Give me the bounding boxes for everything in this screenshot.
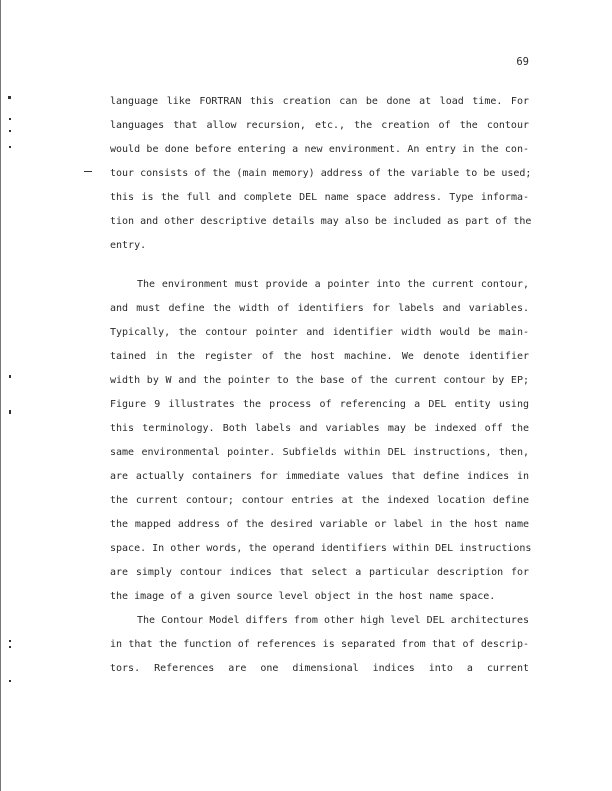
- text-line: are actually containers for immediate values that define indices in: [110, 471, 529, 482]
- margin-mark: [9, 646, 11, 648]
- body-text: [110, 90, 532, 681]
- margin-mark: [9, 375, 11, 378]
- margin-mark: [9, 680, 11, 682]
- text-line: in that the function of references is separated from that of descrip-: [110, 639, 529, 650]
- margin-mark: [9, 146, 11, 148]
- text-line: Figure 9 illustrates the process of referencing a DEL entity using: [110, 399, 529, 410]
- margin-mark: [84, 171, 92, 172]
- margin-mark: [9, 130, 11, 132]
- margin-mark: [8, 96, 11, 99]
- text-line: The Contour Model differs from other high level DEL architectures: [137, 615, 529, 626]
- text-line: entry.: [110, 240, 147, 251]
- text-line: language like FORTRAN this creation can be done at load time. For: [110, 96, 529, 107]
- text-line: this terminology. Both labels and variables may be indexed off the: [110, 423, 529, 434]
- text-line: this is the full and complete DEL name space address. Type informa-: [110, 192, 529, 203]
- page-edge: [0, 0, 1, 791]
- text-line: tained in the register of the host machine. We denote identifier: [110, 351, 529, 362]
- margin-mark: [9, 410, 11, 414]
- text-line: are simply contour indices that select a particular description for: [110, 567, 529, 578]
- margin-mark: [9, 118, 11, 120]
- text-line: space. In other words, the operand identifiers within DEL instructions: [110, 543, 532, 554]
- margin-mark: [9, 640, 11, 642]
- text-line: tors. References are one dimensional indices into a current: [110, 663, 529, 674]
- page-number: 69: [516, 56, 529, 68]
- text-line: Typically, the contour pointer and identifier width would be main-: [110, 327, 529, 338]
- paragraph-gap: [110, 258, 529, 273]
- text-line: tion and other descriptive details may also be included as part of the: [110, 216, 532, 227]
- text-line: the mapped address of the desired variable or label in the host name: [110, 519, 529, 530]
- text-line: the image of a given source level object in the host name space.: [110, 591, 496, 602]
- text-line: same environmental pointer. Subfields within DEL instructions, then,: [110, 447, 529, 458]
- text-line: languages that allow recursion, etc., the creation of the contour: [110, 120, 529, 131]
- text-line: The environment must provide a pointer into the current contour,: [137, 279, 529, 290]
- text-line: the current contour; contour entries at the indexed location define: [110, 495, 529, 506]
- text-line: would be done before entering a new environment. An entry in the con-: [110, 144, 529, 155]
- text-line: width by W and the pointer to the base of the current contour by EP;: [110, 375, 529, 386]
- text-line: tour consists of the (main memory) address of the variable to be used;: [110, 168, 532, 179]
- text-line: and must define the width of identifiers for labels and variables.: [110, 303, 529, 314]
